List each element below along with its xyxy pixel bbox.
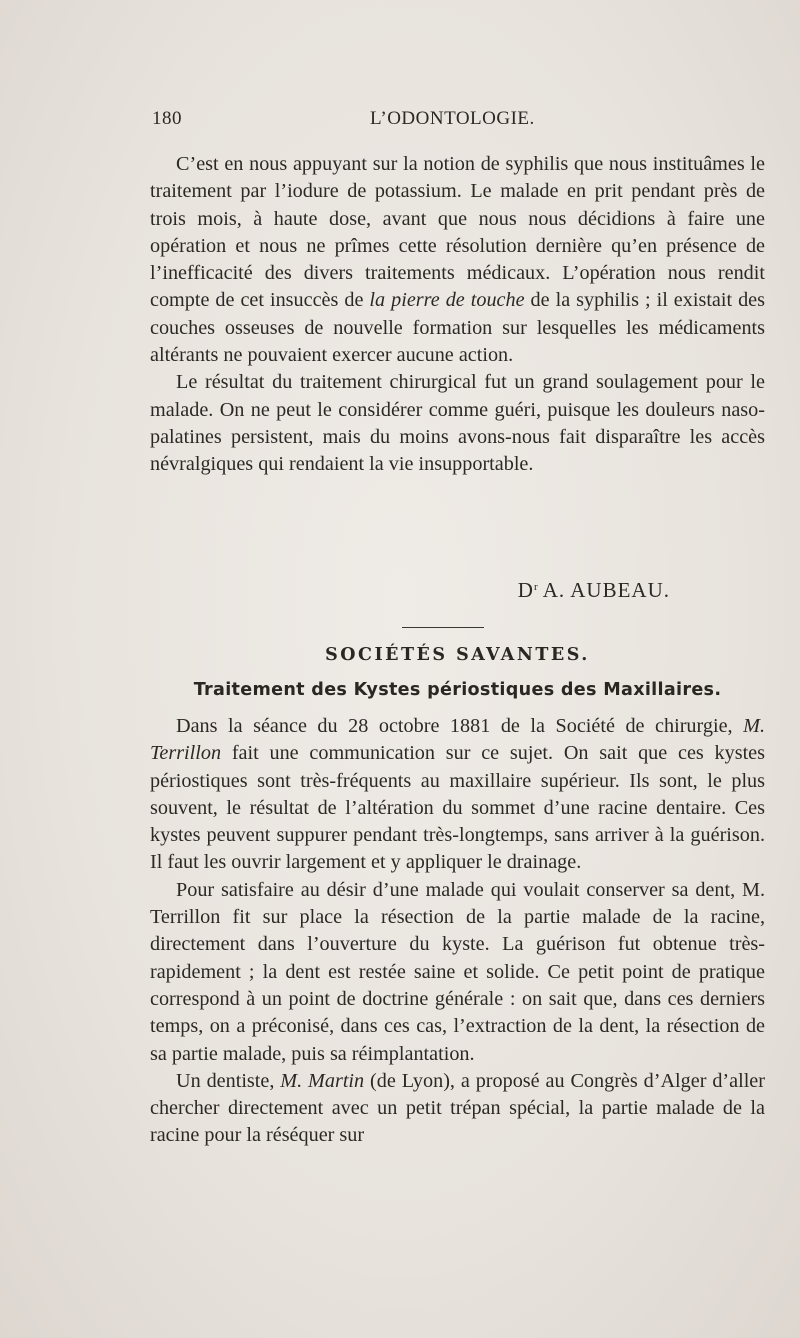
body-text-article <box>150 713 765 1150</box>
author-signature <box>150 578 670 603</box>
text-run: de la syphilis ; il existait des couches osseuses de nouvelle formation sur lesquelles les médicaments altérants ne pouvaient exercer aucune action. <box>150 289 766 367</box>
paragraph <box>150 713 765 877</box>
text-run: Un dentiste, <box>176 1069 281 1092</box>
italic-name: M. Martin <box>280 1069 365 1092</box>
paragraph: Le résultat du traitement chirurgical fut un grand soulagement pour le malade. On ne peut le considérer comme guéri, puisque les douleurs naso-palatines persistent, mais du moins avons-nous fait disparaître les accès névralgiques qui rendaient la vie insupportable. <box>150 371 765 476</box>
text-run: C’est en nous appuyant sur la notion de syphilis que nous instituâmes le traitement par l’iodure de potassium. Le malade en prit pendant près de trois mois, à haute dose, avant que nous nous décidions à faire une opération et nous ne prîmes cette résolution dernière qu’en présence de l’inefficacité des divers traitements médicaux. L’opération nous rendit compte de cet insuccès de <box>150 153 765 312</box>
body-text-first-section <box>150 151 765 479</box>
article-title: Traitement des Kystes périostiques des Maxillaires. <box>193 680 722 700</box>
italic-phrase: la pierre de touche <box>369 289 525 312</box>
section-heading: SOCIÉTÉS SAVANTES. <box>325 645 590 665</box>
text-run: (de Lyon), a proposé au Congrès d’Alger d’aller chercher directement avec un petit trépan spécial, la partie malade de la racine pour la réséquer sur <box>150 1069 765 1147</box>
paragraph <box>150 1068 765 1150</box>
signature-name: A. AUBEAU. <box>537 578 670 602</box>
section-divider <box>402 627 484 628</box>
signature-prefix: D <box>517 578 534 602</box>
running-head: L’ODONTOLOGIE. <box>370 108 535 129</box>
page-number: 180 <box>152 108 182 129</box>
text-run: Dans la séance du 28 octobre 1881 de la Société de chirurgie, <box>176 715 744 737</box>
signature-superscript: r <box>533 581 538 593</box>
paragraph: Pour satisfaire au désir d’une malade qui voulait conserver sa dent, M. Terrillon fit sur place la résection de la partie malade de la racine, directement dans l’ouverture du kyste. La guérison fut obtenue très-rapidement ; la dent est restée saine et solide. Ce petit point de pratique correspond à un point de doctrine générale : on sait que, dans ces derniers temps, on a préconisé, dans ces cas, l’extraction de la dent, la résection de sa partie malade, puis sa réimplantation. <box>150 878 765 1065</box>
text-run: fait une communication sur ce sujet. On sait que ces kystes périostiques sont très-fréquents au maxillaire supérieur. Ils sont, le plus souvent, le résultat de l’altération du sommet d’une racine dentaire. Ces kystes peuvent suppurer pendant très-longtemps, sans arriver à la guérison. Il faut les ouvrir largement et y appliquer le drainage. <box>150 742 765 874</box>
paragraph <box>150 151 765 369</box>
italic-name: M. Terrillon <box>150 715 765 765</box>
page-header <box>150 108 765 138</box>
